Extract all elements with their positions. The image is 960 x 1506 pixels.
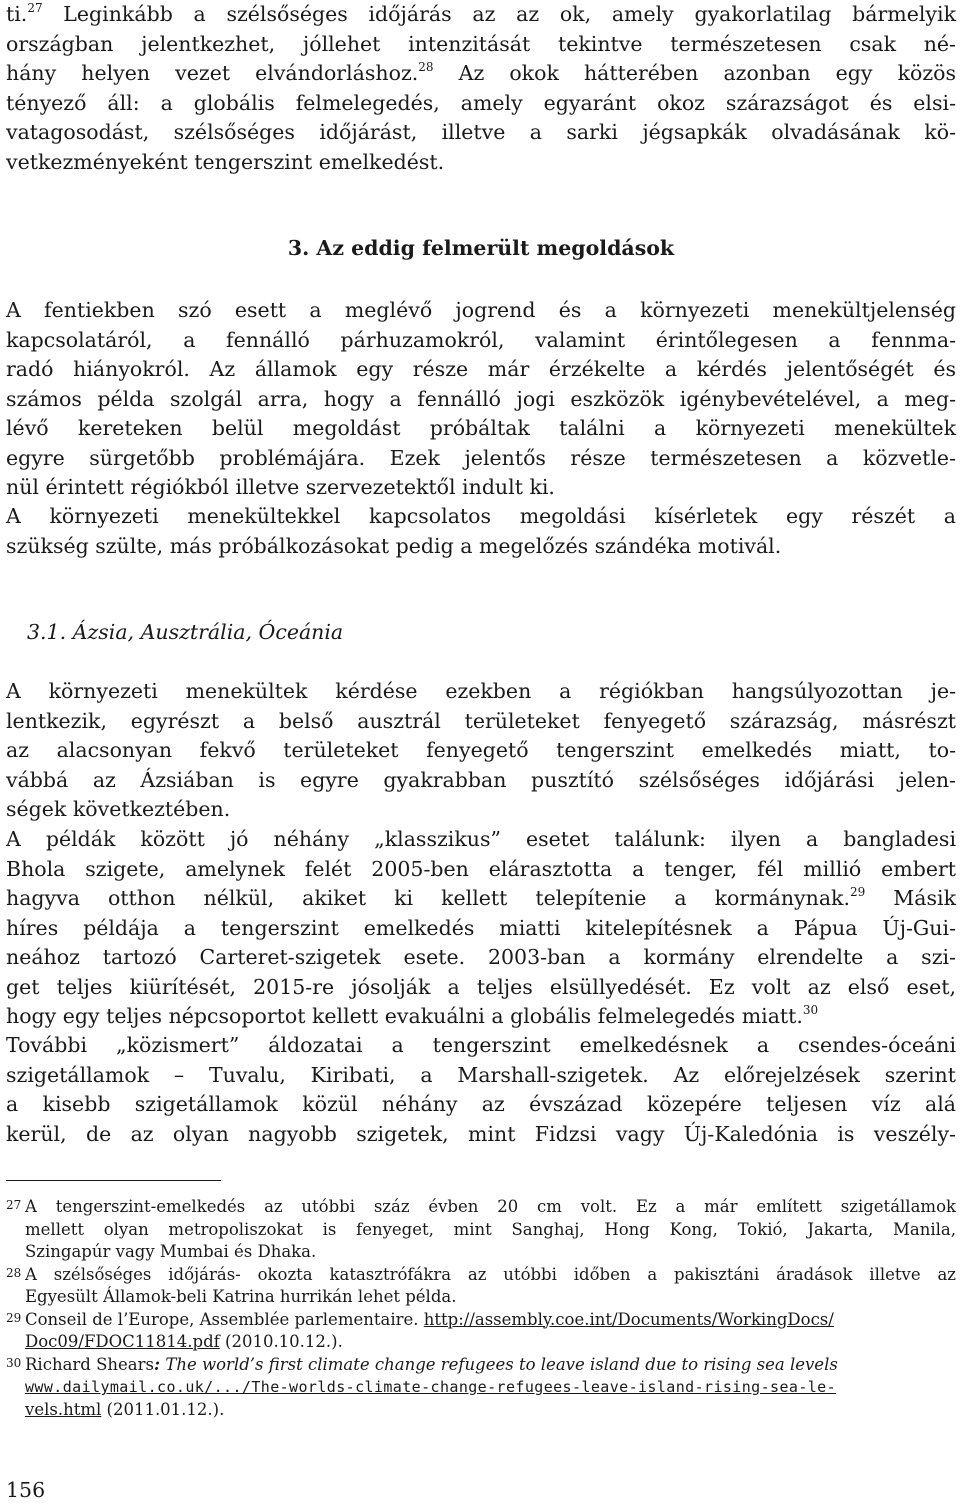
text-line: További „közismert” áldozatai a tengerszint emelkedésnek a csendes-óceáni [6,1033,956,1057]
text-line: vatagosodást, szélsőséges időjárást, illetve a sarki jégsapkák olvadásának kö- [6,120,956,144]
text-line: országban jelentkezhet, jóllehet intenzitását tekintve természetesen csak né- [6,31,956,56]
footnote-number: 28 [6,1265,22,1280]
footnote-30 [6,1354,956,1422]
text-line: híres példája a tengerszint emelkedés miatti kitelepítésnek a Pápua Új-Gui- [6,915,956,940]
footnote-ref-29[interactable]: 29 [850,885,866,899]
footnote-29 [6,1309,956,1354]
text-line: kerül, de az olyan nagyobb szigetek, mint Fidzsi vagy Új-Kaledónia is veszély- [6,1121,956,1146]
text-line: vetkezményeként tengerszint emelkedést. [6,149,445,174]
text-line: A fentiekben szó esett a meglévő jogrend és a környezeti menekültjelenség [6,298,956,322]
footnote-28 [6,1264,956,1309]
text-line: ségek következtében. [6,797,231,821]
section3-paragraph-1 [6,296,956,503]
footnote-line: Richard Shears: The world’s first climate change refugees to leave island due to rising sea levels [25,1354,838,1374]
subsection-heading: 3.1. Ázsia, Ausztrália, Óceánia [27,620,344,644]
text-line: vábbá az Ázsiában is egyre gyakrabban pusztító szélsőséges időjárási jelen- [6,767,956,792]
section31-paragraph-3 [6,1031,956,1149]
text-line: neához tartozó Carteret-szigetek esete. 2003-ban a kormány elrendelte a szi- [6,945,956,969]
footnote-line [25,1376,956,1399]
footnote-line: Egyesült Államok-beli Katrina hurrikán lehet példa. [25,1287,457,1306]
footnote-line: Conseil de l’Europe, Assemblée parlementaire. http://assembly.coe.int/Documents/WorkingDocs/ [25,1309,834,1329]
footnote-line: A tengerszint-emelkedés az utóbbi száz évben 20 cm volt. Ez a már említett szigetállamok [25,1197,956,1216]
text-line: A példák között jó néhány „klasszikus” esetet találunk: ilyen a bangladesi [6,827,956,851]
text-line: lévő kereteken belül megoldást próbáltak találni a környezeti menekültek [6,416,956,440]
text-line: egyre sürgetőbb problémájára. Ezek jelentős része természetesen a közvetle- [6,445,956,470]
footnote-link[interactable]: www.dailymail.co.uk/.../The-worlds-climate-change-refugees-leave-island-rising-sea-le- [25,1378,837,1396]
text-line: hány helyen vezet elvándorláshoz.$^{28}$ Az okok hátterében azonban egy közös [6,60,956,85]
section31-paragraph-2 [6,825,956,1032]
footnote-number: 29 [6,1310,22,1325]
text-line: radó hiányokról. Az államok egy része már érzékelte a kérdés jelentőségét és [6,357,956,381]
text-line: számos példa szolgál arra, hogy a fennálló jogi eszközök igénybevételével, a meg- [6,386,956,411]
section31-paragraph-1 [6,677,956,825]
footnote-number: 30 [6,1355,22,1370]
section3-paragraph-2 [6,502,956,561]
text-line: hagyva otthon nélkül, akiket ki kellett telepítenie a kormánynak.$^{29}$ Másik [6,885,957,910]
footnote-ref-27[interactable]: 27 [27,1,43,15]
footnote-line: vels.html (2011.01.12.). [25,1399,225,1419]
section-heading: 3. Az eddig felmerült megoldások [287,236,675,260]
footnote-ref-28[interactable]: 28 [418,60,434,74]
text-line: szükség szülte, más próbálkozásokat pedig a megelőzés szándéka motivál. [6,533,782,558]
text-line: szigetállamok – Tuvalu, Kiribati, a Marshall-szigetek. Az előrejelzések szerint [6,1062,956,1087]
footnotes [6,1196,956,1421]
footnote-ref-30[interactable]: 30 [802,1003,819,1017]
text-line: hogy egy teljes népcsoportot kellett evakuálni a globális felmelegedés miatt.$^{30}$ [6,1003,819,1028]
text-line: nül érintett régiókból illetve szervezetektől indult ki. [6,475,555,499]
text-line: tényező áll: a globális felmelegedés, amely egyaránt okoz szárazságot és elsi- [6,90,956,115]
footnote-line: A szélsőséges időjárás- okozta katasztrófákra az utóbbi időben a pakisztáni áradások illetve az [25,1264,956,1284]
footnote-divider [6,1180,221,1181]
footnote-link-continued[interactable]: vels.html [25,1399,102,1419]
intro-paragraph [6,0,956,177]
footnote-line: mellett olyan metropoliszokat is fenyeget, mint Sanghaj, Hong Kong, Tokió, Jakarta, Manila, [25,1219,956,1239]
footnote-line: Doc09/FDOC11814.pdf (2010.10.12.). [25,1332,343,1351]
text-line: ti.$^{27}$ Leginkább a szélsőséges időjárás az az ok, amely gyakorlatilag bármelyik [6,1,956,26]
page-number: 156 [6,1478,46,1502]
text-line: A környezeti menekültek kérdése ezekben a régiókban hangsúlyozottan je- [6,679,956,703]
text-line: get teljes kiürítését, 2015-re jósolják a teljes elsüllyedését. Ez volt az első eset, [6,974,956,999]
text-line: a kisebb szigetállamok közül néhány az évszázad közepére teljesen víz alá [6,1092,956,1116]
footnote-27 [6,1196,956,1264]
text-line: A környezeti menekültekkel kapcsolatos megoldási kísérletek egy részét a [6,504,956,528]
footnote-link[interactable]: http://assembly.coe.int/Documents/WorkingDocs/ [423,1309,834,1329]
cited-article-title: The world’s first climate change refugees to leave island due to rising sea levels [160,1354,838,1374]
text-line: lentkezik, egyrészt a belső ausztrál területeket fenyegető szárazság, másrészt [6,708,956,733]
text-line: az alacsonyan fekvő területeket fenyegető tengerszint emelkedés miatt, to- [6,738,956,762]
text-line: kapcsolatáról, a fennálló párhuzamokról, valamint érintőlegesen a fennma- [6,327,956,352]
footnote-link-continued[interactable]: Doc09/FDOC11814.pdf [25,1332,220,1351]
footnote-number: 27 [6,1198,22,1212]
text-line: Bhola szigete, amelynek felét 2005-ben elárasztotta a tenger, fél millió embert [6,856,956,881]
footnote-line: Szingapúr vagy Mumbai és Dhaka. [25,1242,317,1261]
